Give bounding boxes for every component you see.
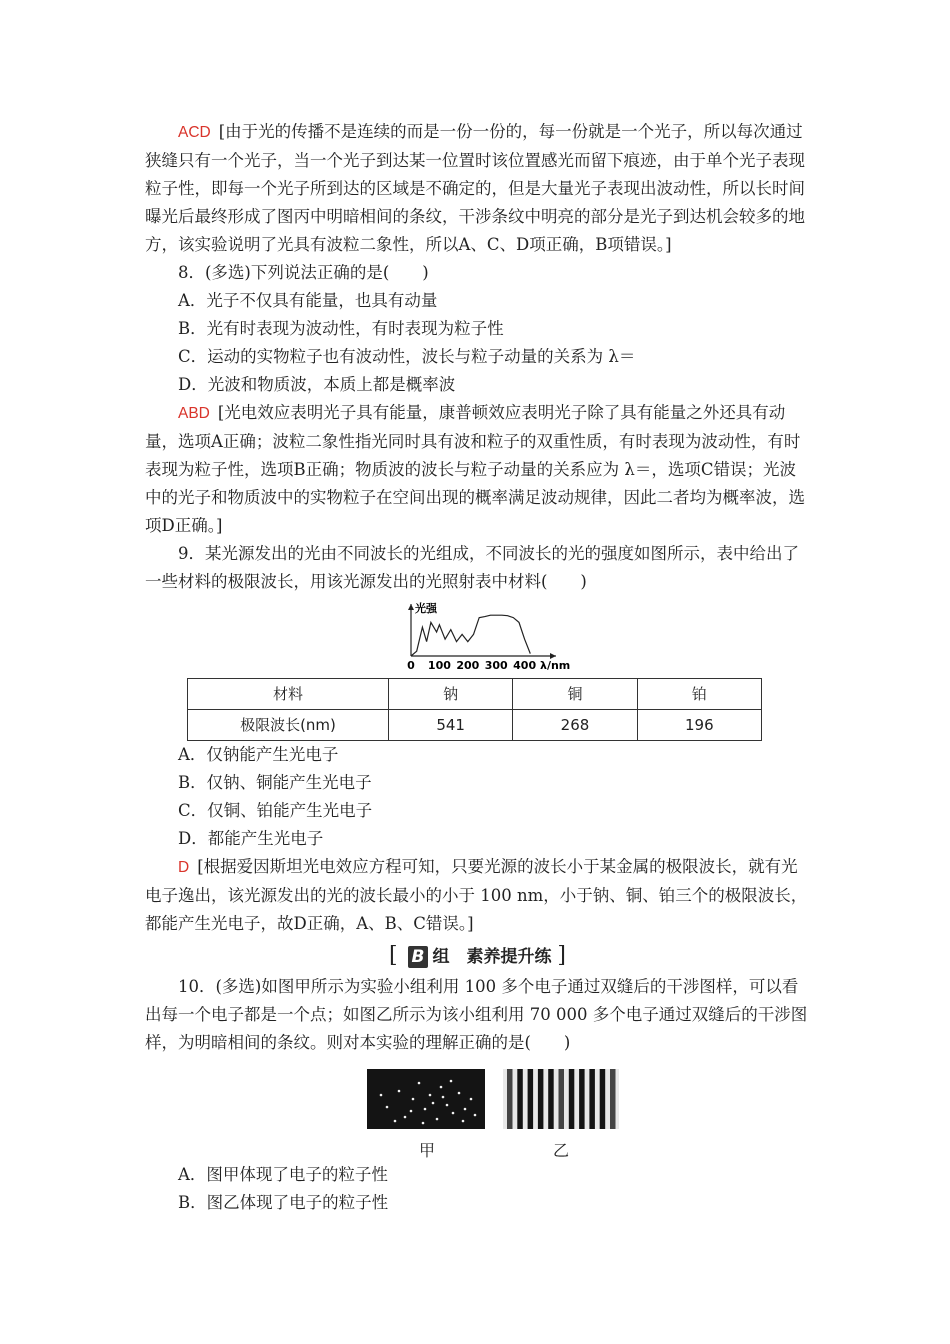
q9-stem: 9．某光源发出的光由不同波长的光组成，不同波长的光的强度如图所示，表中给出了一些材料的极限波长，用该光源发出的光照射表中材料( ) xyxy=(145,544,799,591)
table-cell: 541 xyxy=(389,710,513,741)
electron-dot xyxy=(452,1112,455,1115)
dark-fringe xyxy=(579,1069,585,1129)
x-tick-label: 400 xyxy=(513,659,537,672)
bracket-left: [ xyxy=(389,943,398,968)
dark-fringe xyxy=(610,1069,616,1129)
q9-option-a: A．仅钠能产生光电子 xyxy=(178,745,339,764)
answer-text: [光电效应表明光子具有能量，康普顿效应表明光子除了具有能量之外还具有动量，选项A正确；波粒二象性指光同时具有波和粒子的双重性质，有时表现为波动性，有时表现为粒子性，选项B正确；物质波的波长与粒子动量的关系应为 λ＝，选项C错误；光波中的光子和物质波中的实物粒子在空间出现的概率满足波动规律，因此二者均为概率波，选项D正确。] xyxy=(145,403,805,535)
table-row-label: 极限波长(nm) xyxy=(188,710,389,741)
electron-dot xyxy=(398,1090,401,1093)
electron-dot xyxy=(418,1082,421,1085)
electron-dot xyxy=(424,1108,427,1111)
q8-option-d: D．光波和物质波，本质上都是概率波 xyxy=(178,375,456,394)
bracket-right: ] xyxy=(557,943,566,968)
x-tick-label: 300 xyxy=(484,659,508,672)
table-cell: 196 xyxy=(637,710,761,741)
caption-yi: 乙 xyxy=(553,1141,570,1160)
electron-dot xyxy=(422,1122,425,1125)
group-title-text: 组 素养提升练 xyxy=(432,947,552,967)
dark-fringe xyxy=(507,1069,513,1129)
table-header-cell: 钠 xyxy=(389,679,513,710)
electron-dot xyxy=(412,1098,415,1101)
answer-label: D xyxy=(178,859,190,876)
y-axis-arrow xyxy=(408,604,414,610)
x-tick-labels xyxy=(407,659,536,672)
electron-dot xyxy=(436,1118,439,1121)
q9-answer xyxy=(145,853,810,938)
answer-label: ACD xyxy=(178,124,211,141)
table-header-row xyxy=(188,679,762,710)
table-header-cell: 铜 xyxy=(513,679,637,710)
x-axis-label: λ/nm xyxy=(540,659,571,672)
table-cell: 268 xyxy=(513,710,637,741)
table-header-cell: 铂 xyxy=(637,679,761,710)
x-tick-label: 0 xyxy=(407,659,415,672)
interference-fringes-image xyxy=(503,1069,619,1129)
dark-fringe xyxy=(548,1069,554,1129)
dark-fringe xyxy=(517,1069,523,1129)
limit-wavelength-table xyxy=(187,678,762,741)
electron-dot xyxy=(474,1114,477,1117)
dark-fringe xyxy=(569,1069,575,1129)
y-axis-label: 光强 xyxy=(415,602,437,615)
dark-fringe xyxy=(589,1069,595,1129)
q9-option-c: C．仅铜、铂能产生光电子 xyxy=(178,801,373,820)
electron-dot xyxy=(470,1098,473,1101)
table-header-cell: 材料 xyxy=(188,679,389,710)
q7-answer xyxy=(145,118,810,259)
group-letter-badge: B xyxy=(408,946,429,968)
q9-option-d: D．都能产生光电子 xyxy=(178,829,324,848)
spectrum-chart xyxy=(395,600,585,676)
answer-text: [由于光的传播不是连续的而是一份一份的，每一份就是一个光子，所以每次通过狭缝只有一个光子，当一个光子到达某一位置时该位置感光而留下痕迹，由于单个光子表现粒子性，即每一个光子所到达的区域是不确定的，但是大量光子表现出波动性，所以长时间曝光后最终形成了图丙中明暗相间的条纹，干涉条纹中明亮的部分是光子到达机会较多的地方，该实验说明了光具有波粒二象性，所以A、C、D项正确，B项错误。] xyxy=(145,122,805,254)
q9-option-b: B．仅钠、铜能产生光电子 xyxy=(178,773,372,792)
q8-option-a: A．光子不仅具有能量，也具有动量 xyxy=(178,291,438,310)
electron-dot xyxy=(380,1094,383,1097)
q8-stem: 8．(多选)下列说法正确的是( ) xyxy=(178,263,429,282)
electron-dot xyxy=(432,1102,435,1105)
electron-dot xyxy=(386,1106,389,1109)
electron-dots-image xyxy=(367,1069,485,1129)
dark-fringe xyxy=(600,1069,606,1129)
q8-option-b: B．光有时表现为波动性，有时表现为粒子性 xyxy=(178,319,504,338)
table-row xyxy=(188,710,762,741)
intensity-curve xyxy=(411,615,530,656)
electron-dot xyxy=(450,1080,453,1083)
answer-text: [根据爱因斯坦光电效应方程可知，只要光源的波长小于某金属的极限波长，就有光电子逸出，该光源发出的光的波长最小的小于 100 nm，小于钠、铜、铂三个的极限波长，都能产生光电子，故D正确，A、B、C错误。] xyxy=(145,857,808,933)
answer-label: ABD xyxy=(178,405,210,422)
electron-dot xyxy=(440,1086,443,1089)
caption-jia: 甲 xyxy=(419,1141,436,1160)
electron-dot xyxy=(429,1094,432,1097)
electron-dot xyxy=(410,1110,413,1113)
electron-dot xyxy=(462,1120,465,1123)
dark-fringe xyxy=(559,1069,565,1129)
q8-answer xyxy=(145,399,810,540)
dark-fringe xyxy=(528,1069,534,1129)
dark-fringe xyxy=(538,1069,544,1129)
electron-dot xyxy=(442,1096,445,1099)
x-tick-label: 100 xyxy=(427,659,451,672)
page-content xyxy=(145,118,810,1217)
q10-option-b: B．图乙体现了电子的粒子性 xyxy=(178,1193,389,1212)
electron-dot xyxy=(464,1108,467,1111)
group-b-heading xyxy=(145,942,810,971)
q8-option-c: C．运动的实物粒子也有波动性，波长与粒子动量的关系为 λ＝ xyxy=(178,347,636,366)
interference-figures xyxy=(145,1061,810,1161)
electron-dot xyxy=(458,1092,461,1095)
spectrum-figure xyxy=(145,600,810,676)
x-tick-label: 200 xyxy=(456,659,480,672)
electron-dot xyxy=(404,1116,407,1119)
electron-dot xyxy=(446,1104,449,1107)
electron-dot xyxy=(394,1120,397,1123)
q10-stem: 10．(多选)如图甲所示为实验小组利用 100 多个电子通过双缝后的干涉图样，可以看出每一个电子都是一个点；如图乙所示为该小组利用 70 000 多个电子通过双缝后的干涉图样，为明暗相间的条纹。则对本实验的理解正确的是( ) xyxy=(145,977,808,1052)
q10-option-a: A．图甲体现了电子的粒子性 xyxy=(178,1165,388,1184)
